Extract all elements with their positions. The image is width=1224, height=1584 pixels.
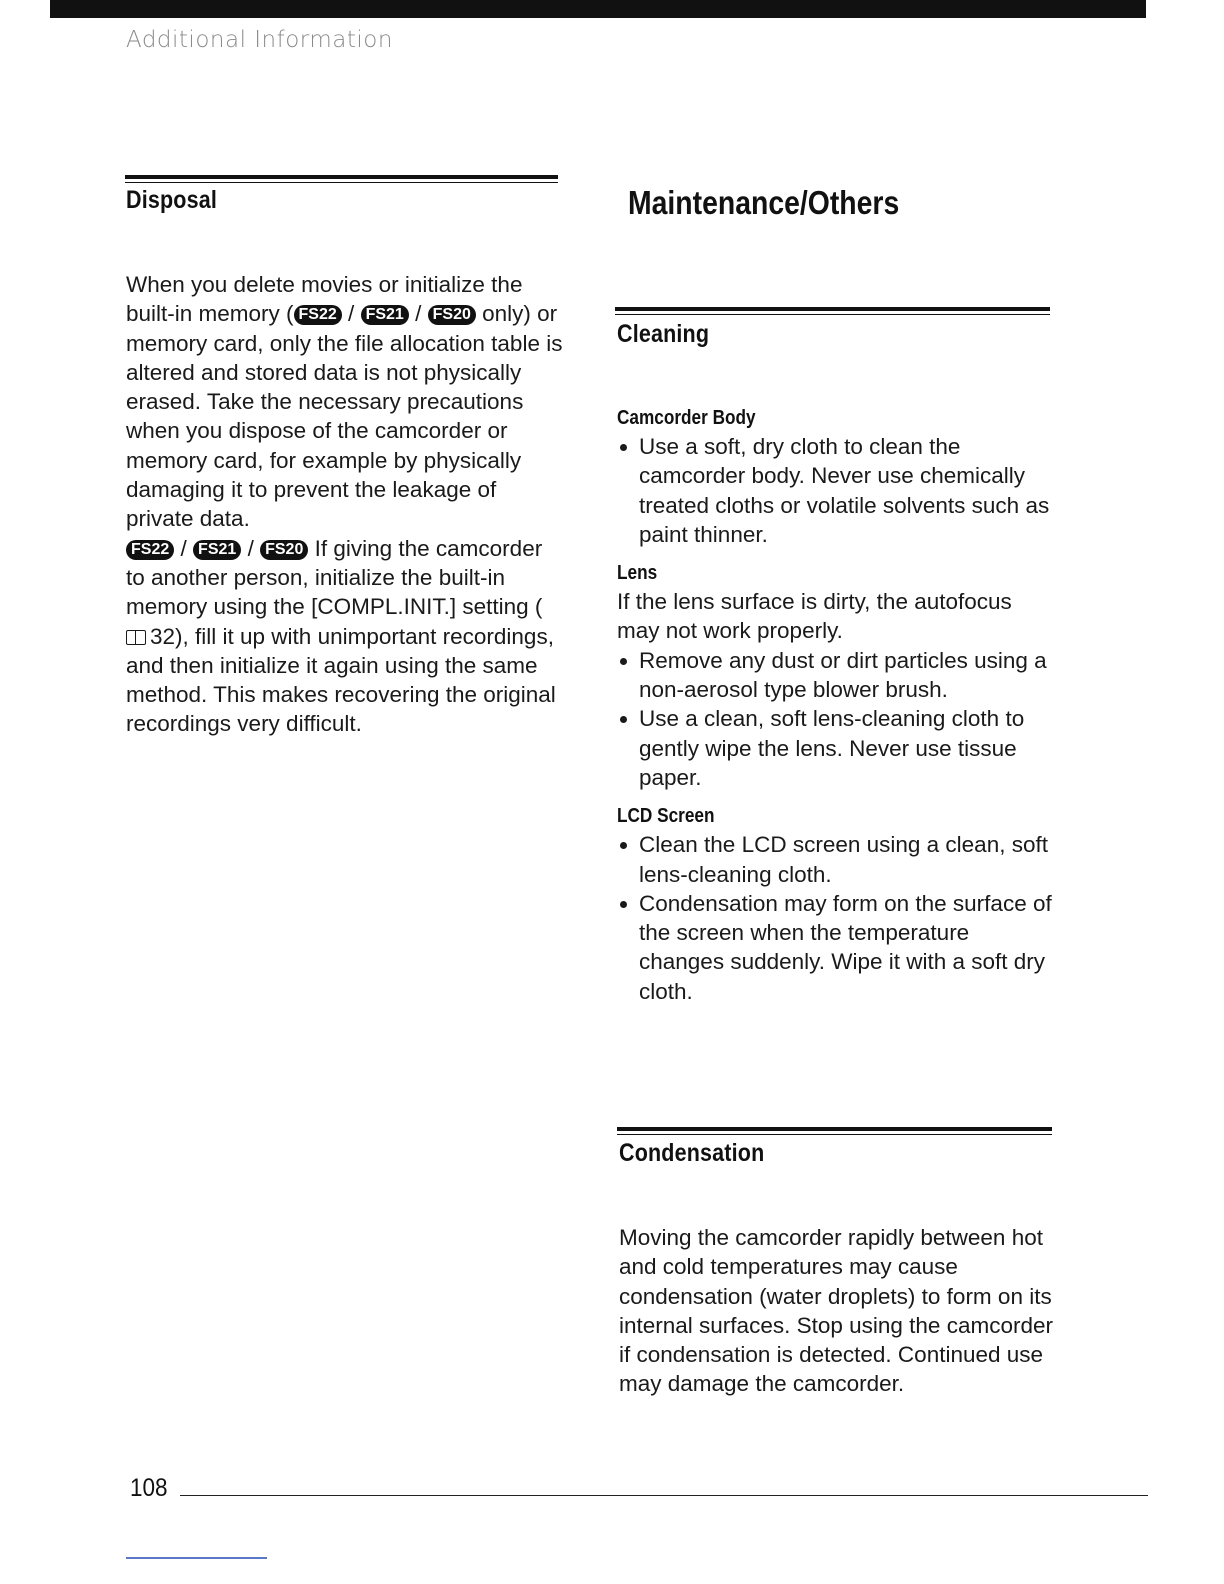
camcorder-body-subheading: Camcorder Body (617, 407, 756, 429)
list-item: Clean the LCD screen using a clean, soft lens-cleaning cloth. (617, 830, 1057, 889)
disposal-paragraph-2 (126, 534, 566, 739)
condensation-rule (617, 1127, 1052, 1135)
disposal-body (126, 270, 566, 739)
disposal-text-1b: only) or memory card, only the file allocation table is altered and stored data is not physically erased. Take the necessary precautions when you dispose of the camcorder or memory card, for example by physically damaging it to prevent the leakage of private data. (126, 301, 563, 532)
lens-list (617, 646, 1057, 792)
model-badge-fs22: FS22 (294, 305, 342, 325)
disposal-paragraph-1 (126, 270, 566, 534)
model-badge-fs20: FS20 (260, 540, 308, 560)
model-badge-fs21: FS21 (361, 305, 409, 325)
cleaning-body (617, 402, 1057, 1006)
book-reference-icon (126, 630, 146, 645)
list-item: Use a soft, dry cloth to clean the camcorder body. Never use chemically treated cloths or volatile solvents such as paint thinner. (617, 432, 1057, 549)
running-head: Additional Information (126, 27, 393, 53)
page-title: Maintenance/Others (628, 184, 900, 221)
cleaning-rule (615, 307, 1050, 315)
lens-text: If the lens surface is dirty, the autofocus may not work properly. (617, 589, 1012, 644)
model-badge-fs20: FS20 (428, 305, 476, 325)
condensation-heading: Condensation (619, 1139, 765, 1167)
disposal-rule (125, 175, 558, 183)
list-item: Remove any dust or dirt particles using a non-aerosol type blower brush. (617, 646, 1057, 705)
condensation-body (619, 1223, 1059, 1399)
cleaning-heading: Cleaning (617, 320, 710, 348)
condensation-text: Moving the camcorder rapidly between hot and cold temperatures may cause condensation (water droplets) to form on its internal surfaces. Stop using the camcorder if condensation is detected. Continued use may damage the camcorder. (619, 1225, 1053, 1397)
top-bar (50, 0, 1146, 18)
lcd-screen-subheading: LCD Screen (617, 805, 715, 828)
model-badge-fs22: FS22 (126, 540, 174, 560)
footer-rule (180, 1495, 1148, 1496)
disposal-text-2a: If giving the camcorder to another person, initialize the built-in memory using the [COMPL.INIT.] setting ( (126, 535, 543, 620)
disposal-text-2b: ), fill it up with unimportant recordings, and then initialize it again using the same method. This makes recovering the original recordings very difficult. (126, 623, 556, 737)
page-reference: 32 (150, 623, 176, 649)
list-item: Use a clean, soft lens-cleaning cloth to gently wipe the lens. Never use tissue paper. (617, 704, 1057, 792)
disposal-heading: Disposal (126, 186, 217, 214)
lcd-screen-list (617, 830, 1057, 1006)
separator: / (180, 535, 187, 561)
camcorder-body-list (617, 432, 1057, 549)
model-badge-fs21: FS21 (193, 540, 241, 560)
blue-edge-rule (126, 1557, 267, 1559)
separator: / (415, 301, 422, 327)
separator: / (348, 301, 355, 327)
lens-subheading: Lens (617, 562, 658, 585)
page-number: 108 (130, 1474, 168, 1502)
separator: / (247, 535, 254, 561)
disposal-text-1a: When you delete movies or initialize the built-in memory ( (126, 272, 523, 327)
list-item: Condensation may form on the surface of the screen when the temperature changes suddenly. Wipe it with a soft dry cloth. (617, 889, 1057, 1006)
